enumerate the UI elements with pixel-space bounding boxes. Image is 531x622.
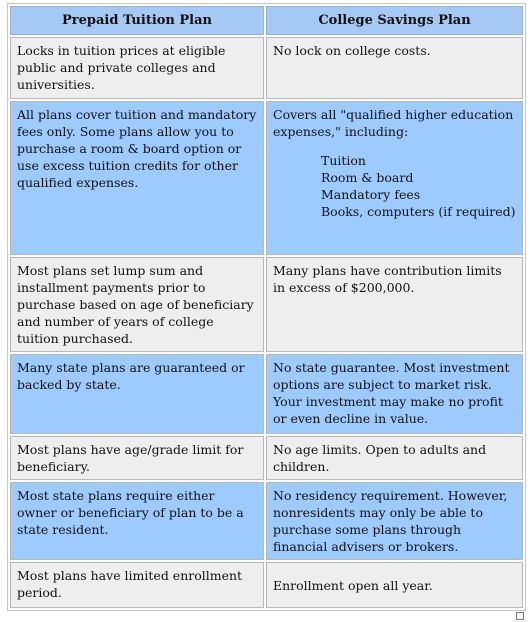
table-row xyxy=(10,436,523,480)
table-row xyxy=(10,101,523,255)
cell-savings: No lock on college costs. xyxy=(266,37,523,99)
table-row xyxy=(10,562,523,608)
list-item: Mandatory fees xyxy=(321,187,421,202)
cell-prepaid: Most state plans require either owner or beneficiary of plan to be a state resident. xyxy=(10,482,264,560)
cell-prepaid: Most plans have age/grade limit for beneficiary. xyxy=(10,436,264,480)
cell-savings: Enrollment open all year. xyxy=(266,562,523,608)
cell-savings: No age limits. Open to adults and children. xyxy=(266,436,523,480)
table-row xyxy=(10,257,523,352)
cell-prepaid: Most plans set lump sum and installment payments prior to purchase based on age of beneficiary and number of years of college tuition purchased. xyxy=(10,257,264,352)
table-row xyxy=(10,37,523,99)
cell-savings xyxy=(266,101,523,255)
list-item: Tuition xyxy=(321,153,366,168)
cell-savings: Many plans have contribution limits in excess of $200,000. xyxy=(266,257,523,352)
cell-prepaid: Locks in tuition prices at eligible public and private colleges and universities. xyxy=(10,37,264,99)
cell-savings: No state guarantee. Most investment options are subject to market risk. Your investment may make no profit or even decline in value. xyxy=(266,354,523,434)
header-prepaid: Prepaid Tuition Plan xyxy=(10,6,264,35)
header-row xyxy=(10,6,523,35)
table-row xyxy=(10,354,523,434)
cell-savings: No residency requirement. However, nonresidents may only be able to purchase some plans through financial advisers or brokers. xyxy=(266,482,523,560)
cell-prepaid: Many state plans are guaranteed or backed by state. xyxy=(10,354,264,434)
list-item: Room & board xyxy=(321,170,414,185)
header-savings: College Savings Plan xyxy=(266,6,523,35)
expenses-list xyxy=(273,152,516,220)
list-item: Books, computers (if required) xyxy=(321,204,516,219)
cell-savings-intro: Covers all "qualified higher education expenses," including: xyxy=(273,107,514,139)
table-row xyxy=(10,482,523,560)
cell-prepaid: Most plans have limited enrollment period. xyxy=(10,562,264,608)
table-resize-handle[interactable] xyxy=(516,612,524,620)
comparison-table xyxy=(7,3,526,611)
cell-prepaid: All plans cover tuition and mandatory fees only. Some plans allow you to purchase a room & board option or use excess tuition credits for other qualified expenses. xyxy=(10,101,264,255)
